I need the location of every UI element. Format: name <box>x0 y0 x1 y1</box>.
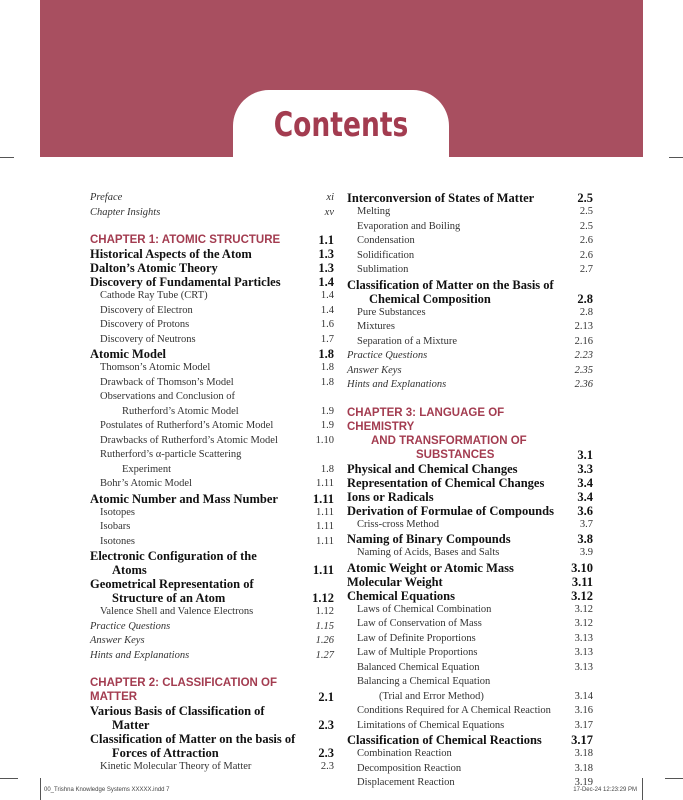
toc-entry <box>347 632 593 647</box>
entry-title: Limitations of Chemical Equations <box>357 719 505 731</box>
toc-entry <box>90 376 334 391</box>
page-number: 3.19 <box>574 777 593 788</box>
page-number: 2.36 <box>574 379 593 390</box>
entry-title-continued: Matter <box>112 718 150 732</box>
page-number: 3.16 <box>574 705 593 716</box>
toc-entry <box>347 532 593 546</box>
page-number: 1.11 <box>316 535 334 547</box>
toc-entry <box>347 762 593 777</box>
page-number: 2.23 <box>574 350 593 361</box>
toc-entry <box>347 191 593 205</box>
page-number: 2.5 <box>577 191 593 205</box>
entry-title: Mixtures <box>357 321 395 332</box>
entry-title: Derivation of Formulae of Compounds <box>347 503 554 518</box>
toc-entry <box>90 634 334 649</box>
entry-title: Thomson’s Atomic Model <box>100 362 211 373</box>
page-number: 3.17 <box>574 719 593 731</box>
toc-entry <box>90 649 334 664</box>
toc-entry <box>90 275 334 289</box>
entry-title: Postulates of Rutherford’s Atomic Model <box>100 420 274 431</box>
entry-title: Naming of Acids, Bases and Salts <box>357 547 500 558</box>
toc-entry <box>347 364 593 379</box>
chapter-title-line-3: SUBSTANCES <box>416 448 495 461</box>
page-number: 1.4 <box>320 304 334 316</box>
entry-title: Classification of Matter on the Basis of <box>347 277 554 292</box>
entry-title: Representation of Chemical Changes <box>347 475 545 490</box>
chapter-title: CHAPTER 3: LANGUAGE OF CHEMISTRY <box>347 406 505 433</box>
toc-entry <box>347 249 593 264</box>
crop-mark <box>669 157 683 158</box>
page-number: 2.1 <box>318 690 334 704</box>
page-number: 1.27 <box>315 649 334 661</box>
entry-title: Evaporation and Boiling <box>357 220 461 232</box>
toc-entry <box>90 760 334 775</box>
page-number: 1.6 <box>320 319 334 330</box>
page-number: 3.1 <box>577 447 593 462</box>
entry-title: Geometrical Representation of <box>90 577 254 591</box>
toc-entry <box>90 620 334 635</box>
entry-title: Displacement Reaction <box>357 777 455 788</box>
page-number: 1.10 <box>315 434 334 446</box>
toc-entry <box>347 278 593 306</box>
entry-title: Naming of Binary Compounds <box>347 532 511 546</box>
entry-title: Molecular Weight <box>347 574 443 589</box>
page-number: 3.12 <box>574 603 593 615</box>
entry-title: Balanced Chemical Equation <box>357 661 480 673</box>
toc-entry <box>347 704 593 719</box>
entry-title: Historical Aspects of the Atom <box>90 247 252 261</box>
toc-entry <box>347 603 593 618</box>
entry-title: Sublimation <box>357 264 409 275</box>
entry-title: Criss-cross Method <box>357 518 439 530</box>
page-number: 1.8 <box>320 463 334 475</box>
toc-entry <box>90 247 334 261</box>
entry-title: Combination Reaction <box>357 748 452 759</box>
entry-title: Dalton’s Atomic Theory <box>90 261 218 275</box>
entry-title: Isotopes <box>100 506 135 518</box>
chapter-heading <box>347 406 593 462</box>
toc-entry <box>347 234 593 249</box>
toc-entry <box>347 263 593 278</box>
toc-entry <box>347 719 593 734</box>
toc-entry <box>90 419 334 434</box>
toc-entry <box>347 490 593 504</box>
toc-entry <box>90 549 334 577</box>
page-number: 1.4 <box>318 275 334 289</box>
toc-entry <box>347 546 593 561</box>
page-number: 3.14 <box>574 690 593 702</box>
entry-title: Drawback of Thomson’s Model <box>100 376 234 388</box>
page-number: 2.5 <box>579 206 593 217</box>
entry-title-continued: Structure of an Atom <box>112 591 226 605</box>
entry-title-continued: Rutherford’s Atomic Model <box>122 405 239 417</box>
toc-entry <box>90 577 334 605</box>
entry-title: Atomic Number and Mass Number <box>90 491 278 506</box>
page-number: xv <box>324 206 334 218</box>
page-number: 1.8 <box>320 376 334 388</box>
page-number: 1.12 <box>315 606 334 617</box>
toc-entry <box>90 206 334 221</box>
toc-entry <box>90 304 334 319</box>
toc-entry <box>347 205 593 220</box>
page-number: 1.11 <box>312 563 334 577</box>
toc-entry <box>90 732 334 760</box>
page-number: 3.8 <box>577 532 593 546</box>
page-number: 1.9 <box>320 420 334 431</box>
page-number: 3.7 <box>579 518 593 530</box>
page-number: 1.11 <box>316 506 334 518</box>
toc-entry <box>347 335 593 350</box>
entry-title: Condensation <box>357 235 415 246</box>
entry-title-continued: Experiment <box>122 463 171 475</box>
entry-title: Conditions Required for A Chemical Reaction <box>357 705 551 716</box>
entry-title: Atomic Weight or Atomic Mass <box>347 560 514 575</box>
toc-entry <box>347 589 593 603</box>
toc-entry <box>347 675 593 704</box>
entry-title-continued: Chemical Composition <box>369 291 491 306</box>
page-number: 2.16 <box>574 335 593 347</box>
page-number: 1.8 <box>320 362 334 373</box>
page-number: 1.15 <box>315 620 334 632</box>
entry-title: Separation of a Mixture <box>357 335 458 347</box>
toc-entry <box>347 617 593 632</box>
page-number: 3.6 <box>577 503 593 518</box>
entry-title: Pure Substances <box>357 306 426 318</box>
entry-title: Preface <box>90 192 123 203</box>
page-number: 2.35 <box>574 364 593 376</box>
page-number: 1.1 <box>318 233 334 247</box>
entry-title: Chemical Equations <box>347 588 456 603</box>
page-number: xi <box>326 192 334 203</box>
toc-entry <box>347 776 593 791</box>
page-number: 3.13 <box>574 661 593 673</box>
entry-title-continued: Forces of Attraction <box>112 746 219 760</box>
entry-title: Practice Questions <box>90 620 171 632</box>
toc-entry <box>90 520 334 535</box>
entry-title: Ions or Radicals <box>347 489 434 504</box>
entry-title-continued: (Trial and Error Method) <box>379 690 484 702</box>
entry-title: Physical and Chemical Changes <box>347 461 518 476</box>
page-number: 3.12 <box>571 588 593 603</box>
entry-title: Bohr’s Atomic Model <box>100 478 192 489</box>
crop-mark <box>0 778 18 779</box>
page-title: Contents <box>273 105 409 145</box>
toc-entry <box>90 535 334 550</box>
page-number: 2.3 <box>320 761 334 772</box>
page-number: 2.6 <box>579 249 593 261</box>
toc-entry <box>347 747 593 762</box>
toc-entry <box>347 661 593 676</box>
page-number: 2.3 <box>318 746 334 760</box>
chapter-title: CHAPTER 2: CLASSIFICATION OF MATTER <box>90 677 277 703</box>
toc-entry <box>347 349 593 364</box>
entry-title: Law of Definite Proportions <box>357 632 476 644</box>
entry-title: Atomic Model <box>90 347 167 361</box>
toc-entry <box>90 333 334 348</box>
entry-title: Isotones <box>100 535 135 547</box>
toc-entry <box>90 506 334 521</box>
toc-entry <box>90 318 334 333</box>
entry-title: Discovery of Protons <box>100 319 190 330</box>
toc-entry <box>90 605 334 620</box>
page-number: 2.3 <box>318 718 334 732</box>
toc-entry <box>347 646 593 661</box>
entry-title: Kinetic Molecular Theory of Matter <box>100 761 252 772</box>
page-number: 2.6 <box>579 235 593 246</box>
entry-title: Isobars <box>100 521 131 532</box>
toc-entry <box>347 462 593 476</box>
page-number: 2.8 <box>579 306 593 318</box>
crop-mark <box>40 778 41 800</box>
page-number: 1.11 <box>316 521 334 532</box>
toc-entry <box>90 390 334 419</box>
entry-title: Hints and Explanations <box>90 649 190 661</box>
toc-entry <box>90 434 334 449</box>
crop-mark <box>642 778 643 800</box>
page-number: 1.8 <box>318 347 334 361</box>
entry-title: Cathode Ray Tube (CRT) <box>100 290 208 301</box>
page-number: 1.12 <box>312 591 334 605</box>
toc-entry <box>347 575 593 589</box>
page-number: 1.26 <box>315 635 334 646</box>
entry-title: Classification of Matter on the basis of <box>90 732 296 746</box>
page-number: 1.11 <box>316 478 334 489</box>
page-number: 3.13 <box>574 647 593 658</box>
page-number: 2.13 <box>574 321 593 332</box>
entry-title: Law of Multiple Proportions <box>357 647 478 658</box>
toc-column-left <box>90 191 334 775</box>
page-number: 2.8 <box>577 291 593 306</box>
entry-title: Answer Keys <box>347 364 402 376</box>
toc-entry <box>347 476 593 490</box>
chapter-title: CHAPTER 1: ATOMIC STRUCTURE <box>90 234 281 246</box>
page-number: 1.3 <box>318 261 334 275</box>
entry-title: Valence Shell and Valence Electrons <box>100 606 254 617</box>
entry-title: Law of Conservation of Mass <box>357 618 482 629</box>
toc-entry <box>90 477 334 492</box>
footer-file-info: 00_Trishna Knowledge Systems XXXXX.indd 7 <box>44 787 170 793</box>
entry-title: Various Basis of Classification of <box>90 704 265 718</box>
page-number: 1.3 <box>318 247 334 261</box>
entry-title: Observations and Conclusion of <box>100 391 236 402</box>
entry-title: Practice Questions <box>347 350 428 361</box>
toc-entry <box>90 704 334 732</box>
entry-title: Rutherford’s α-particle Scattering <box>100 449 242 460</box>
entry-title: Answer Keys <box>90 635 145 646</box>
page-number: 1.11 <box>312 491 334 506</box>
entry-title: Discovery of Electron <box>100 304 193 316</box>
page-number: 3.12 <box>574 618 593 629</box>
footer-timestamp: 17-Dec-24 12:23:29 PM <box>573 787 637 793</box>
toc-entry <box>347 220 593 235</box>
entry-title: Electronic Configuration of the <box>90 549 257 563</box>
toc-entry <box>347 306 593 321</box>
toc-entry <box>347 518 593 533</box>
crop-mark <box>665 778 683 779</box>
toc-entry <box>90 492 334 506</box>
entry-title: Solidification <box>357 249 415 261</box>
page-number: 3.13 <box>574 632 593 644</box>
page-number: 1.9 <box>320 405 334 417</box>
page-number: 1.7 <box>320 333 334 345</box>
entry-title: Decomposition Reaction <box>357 762 462 774</box>
page-number: 3.10 <box>571 560 593 575</box>
crop-mark <box>0 157 14 158</box>
toc-entry <box>90 191 334 206</box>
toc-entry <box>90 448 334 477</box>
toc-entry <box>347 561 593 575</box>
toc-entry <box>90 261 334 275</box>
entry-title-continued: Atoms <box>112 563 147 577</box>
page-number: 1.4 <box>320 290 334 301</box>
page-number: 3.3 <box>577 461 593 476</box>
entry-title: Balancing a Chemical Equation <box>357 676 491 687</box>
page-number: 3.4 <box>577 489 593 504</box>
page-number: 3.17 <box>571 733 593 747</box>
toc-entry <box>347 320 593 335</box>
toc-entry <box>347 733 593 747</box>
page-number: 3.18 <box>574 748 593 759</box>
entry-title: Hints and Explanations <box>347 379 447 390</box>
chapter-heading <box>90 233 334 247</box>
toc-entry <box>90 289 334 304</box>
page-number: 2.5 <box>579 220 593 232</box>
toc-column-right <box>347 191 593 791</box>
page-number: 2.7 <box>579 264 593 275</box>
page-number: 3.18 <box>574 762 593 774</box>
toc-entry <box>347 378 593 393</box>
entry-title: Melting <box>357 206 391 217</box>
entry-title: Laws of Chemical Combination <box>357 603 492 615</box>
entry-title: Discovery of Fundamental Particles <box>90 275 281 289</box>
entry-title: Discovery of Neutrons <box>100 333 196 345</box>
toc-entry <box>90 347 334 361</box>
entry-title: Drawbacks of Rutherford’s Atomic Model <box>100 434 278 446</box>
chapter-heading <box>90 676 334 704</box>
page-number: 3.11 <box>571 574 593 589</box>
entry-title: Chapter Insights <box>90 206 161 218</box>
toc-entry <box>347 504 593 518</box>
page-number: 3.9 <box>579 547 593 558</box>
toc-entry <box>90 361 334 376</box>
entry-title: Interconversion of States of Matter <box>347 191 535 205</box>
entry-title: Classification of Chemical Reactions <box>347 733 542 747</box>
chapter-title-line-2: AND TRANSFORMATION OF <box>371 434 527 447</box>
page-number: 3.4 <box>577 475 593 490</box>
